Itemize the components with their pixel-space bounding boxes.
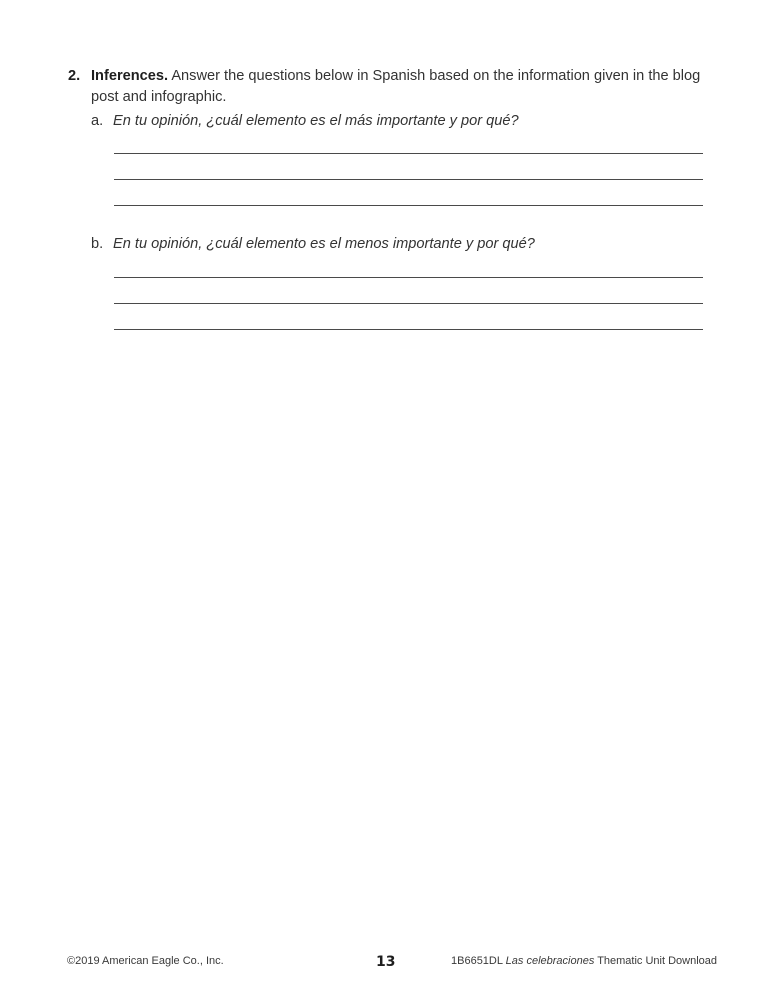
page-number: 13 bbox=[376, 954, 396, 970]
answer-line[interactable] bbox=[114, 205, 703, 206]
sub-question-text: En tu opinión, ¿cuál elemento es el más importante y por qué? bbox=[113, 113, 519, 129]
sub-question-text: En tu opinión, ¿cuál elemento es el menos importante y por qué? bbox=[113, 236, 535, 252]
footer-product-title: Las celebraciones bbox=[505, 955, 595, 967]
answer-line[interactable] bbox=[114, 303, 703, 304]
question-instructions: Answer the questions below in Spanish based on the information given in the blog post and infographic. bbox=[91, 68, 701, 105]
question-title: Inferences. bbox=[91, 68, 169, 84]
answer-line[interactable] bbox=[114, 329, 703, 330]
sub-question-a bbox=[91, 111, 711, 132]
answer-line[interactable] bbox=[114, 153, 703, 154]
sub-question-b bbox=[91, 234, 711, 255]
footer-product-code: 1B6651DL bbox=[451, 955, 503, 967]
answer-line[interactable] bbox=[114, 179, 703, 180]
question-block bbox=[68, 66, 708, 108]
sub-question-letter: a. bbox=[91, 113, 104, 129]
question-text bbox=[91, 66, 708, 108]
question-number: 2. bbox=[68, 68, 81, 84]
answer-line[interactable] bbox=[114, 277, 703, 278]
footer-product-suffix: Thematic Unit Download bbox=[597, 955, 718, 967]
footer-product bbox=[451, 954, 717, 968]
sub-question-letter: b. bbox=[91, 236, 104, 252]
footer-copyright: ©2019 American Eagle Co., Inc. bbox=[67, 955, 224, 967]
